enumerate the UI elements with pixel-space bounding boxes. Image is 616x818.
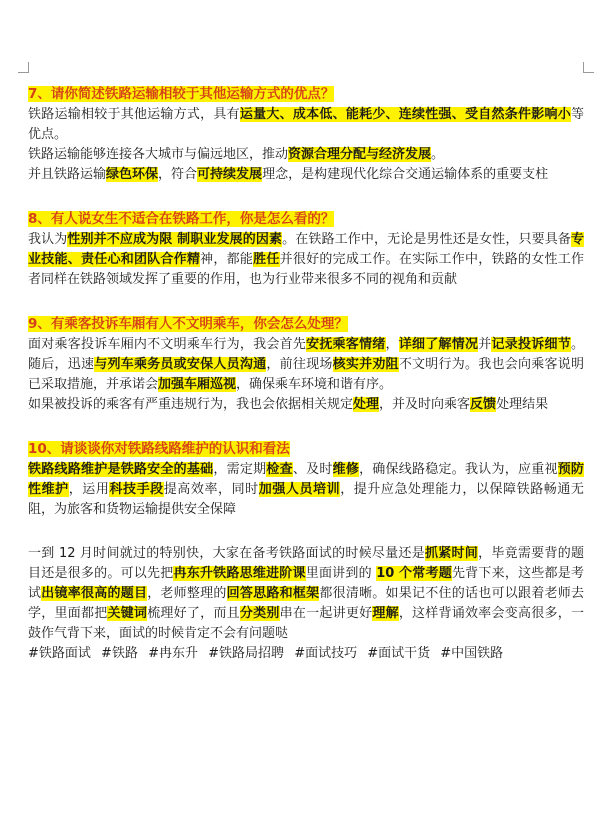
highlighted-phrase: 记录投诉细节	[491, 337, 571, 352]
highlighted-phrase: 可持续发展	[197, 167, 263, 182]
crop-mark-top-left	[18, 62, 29, 73]
highlighted-phrase: 出镜率很高的题目	[41, 586, 148, 601]
question-heading: 10、请谈谈你对铁路线路维护的认识和看法	[28, 441, 290, 457]
qa-section-10	[28, 439, 584, 520]
answer-paragraph	[28, 395, 584, 415]
answer-paragraph	[28, 230, 584, 290]
highlighted-phrase: 安抚乘客情绪	[306, 337, 386, 352]
crop-mark-top-right	[583, 62, 594, 73]
hashtag-list	[28, 644, 584, 664]
highlighted-phrase: 回答思路和框架	[226, 586, 320, 601]
qa-section-9	[28, 314, 584, 415]
text-run: ，这样背诵效率会变高很多，一鼓作气背下来，面试的时候肯定不会有问题哒	[28, 606, 584, 641]
hashtag[interactable]: #铁路面试	[28, 646, 91, 661]
text-run: 面对乘客投诉车厢内不文明乘车行为，我会首先	[28, 337, 307, 352]
question-heading: 9、有乘客投诉车厢有人不文明乘车，你会怎么处理？	[28, 316, 348, 332]
qa-section-7	[28, 84, 584, 185]
text-run: ，并及时向乘客	[379, 397, 471, 412]
answer-paragraph	[28, 145, 584, 165]
highlighted-phrase: 检查	[266, 462, 293, 477]
answer-paragraph	[28, 165, 584, 185]
highlighted-phrase: 资源合理分配与经济发展	[288, 147, 432, 162]
highlighted-phrase: 铁路线路维护是铁路安全的基础	[28, 462, 214, 477]
highlighted-phrase: 10 个常考题	[376, 566, 452, 581]
text-run: 理念，是构建现代化综合交通运输体系的重要支柱	[262, 167, 549, 182]
text-run: ，运用	[68, 482, 110, 497]
text-run: 并很好的完成工作。在实际工作中，铁路的女性工作者同样在铁路领域发挥了重要的作用，也为行业带来很多不同的视角和贡献	[28, 252, 584, 287]
highlighted-phrase: 反馈	[470, 397, 497, 412]
text-run: 并且铁路运输	[28, 167, 107, 182]
highlighted-phrase: 维修	[332, 462, 360, 477]
text-run: 都很清晰。如果记不住的话也可以跟着老师去学，里面都把	[28, 586, 584, 621]
hashtag[interactable]: #铁路	[101, 646, 138, 661]
highlighted-phrase: 绿色环保	[106, 167, 159, 182]
text-run: ，确保乘车环境和谐有序。	[236, 377, 393, 392]
text-run: ，	[385, 337, 399, 352]
highlighted-phrase: 科技手段	[109, 482, 164, 497]
text-run: 串在一起讲更好	[279, 606, 373, 621]
answer-paragraph	[28, 335, 584, 395]
text-run: ，提升应急处理能力，以保障铁路畅通无阻，为旅客和货物运输提供安全保障	[28, 482, 584, 517]
highlighted-phrase: 加强车厢巡视	[158, 377, 237, 392]
highlighted-phrase: 抓紧时间	[424, 546, 479, 561]
highlighted-phrase: 详细了解情况	[398, 337, 479, 352]
highlighted-phrase: 专业技能、责任心和团队合作精	[28, 232, 584, 267]
text-run: 不文明行为。我也会向乘客说明已采取措施，并承诺会	[28, 357, 584, 392]
closing-paragraph	[28, 544, 584, 644]
text-run: ，需定期	[213, 462, 267, 477]
text-run: 等优点。	[28, 107, 584, 142]
hashtag[interactable]: #面试干货	[367, 646, 431, 661]
text-run: ，老师整理的	[147, 586, 227, 601]
highlighted-phrase: 关键词	[107, 606, 148, 621]
text-run: ，确保线路稳定。我认为，应重视	[359, 462, 558, 477]
text-run: 。在铁路工作中，无论是男性还是女性，只要具备	[282, 232, 571, 247]
answer-paragraph	[28, 105, 584, 145]
text-run: 先背下来，这些都是考试	[28, 566, 584, 601]
highlighted-phrase: 胜任	[253, 252, 280, 267]
text-run: ，毕竟需要背的题目还是很多的。可以先把	[28, 546, 584, 581]
text-run: 。	[431, 147, 445, 162]
text-run: 。随后，迅速	[28, 337, 584, 372]
text-run: 提高效率，同时	[163, 482, 259, 497]
text-run: 、及时	[292, 462, 333, 477]
answer-paragraph	[28, 460, 584, 520]
text-run: ，前往现场	[266, 357, 333, 372]
text-run: 并	[478, 337, 492, 352]
highlighted-phrase: 分类别	[239, 606, 280, 621]
text-run: 神，都能	[200, 252, 254, 267]
hashtag[interactable]: #冉东升	[148, 646, 198, 661]
text-run: 梳理好了，而且	[147, 606, 240, 621]
text-run: 里面讲到的	[305, 566, 377, 581]
text-run: 如果被投诉的乘客有严重违规行为，我也会依据相关规定	[28, 397, 354, 412]
text-run: 处理结果	[496, 397, 549, 412]
text-run: 一到 12 月时间就过的特别快，大家在备考铁路面试的时候尽量还是	[28, 546, 425, 561]
text-run: ，符合	[158, 167, 198, 182]
hashtag[interactable]: #面试技巧	[294, 646, 358, 661]
highlighted-phrase: 加强人员培训	[258, 482, 341, 497]
highlighted-phrase: 预防性维护	[28, 462, 584, 497]
highlighted-phrase: 冉东升铁路思维进阶课	[173, 566, 306, 581]
highlighted-phrase: 运量大、成本低、能耗少、连续性强、受自然条件影响小	[239, 107, 571, 122]
hashtag[interactable]: #铁路局招聘	[208, 646, 285, 661]
text-run: 铁路运输相较于其他运输方式，具有	[28, 107, 240, 122]
text-run: 我认为	[28, 232, 68, 247]
highlighted-phrase: 处理	[353, 397, 380, 412]
document-body	[28, 84, 584, 664]
text-run: 铁路运输能够连接各大城市与偏远地区，推动	[28, 147, 289, 162]
highlighted-phrase: 理解	[372, 606, 399, 621]
qa-section-8	[28, 209, 584, 290]
highlighted-phrase: 与列车乘务员或安保人员沟通	[94, 357, 267, 372]
highlighted-phrase: 性别并不应成为限 制职业发展的因素	[67, 232, 283, 247]
question-heading: 8、有人说女生不适合在铁路工作，你是怎么看的？	[28, 211, 335, 227]
hashtag[interactable]: #中国铁路	[440, 646, 504, 661]
highlighted-phrase: 核实并劝阻	[332, 357, 399, 372]
question-heading: 7、请你简述铁路运输相较于其他运输方式的优点？	[28, 86, 335, 102]
